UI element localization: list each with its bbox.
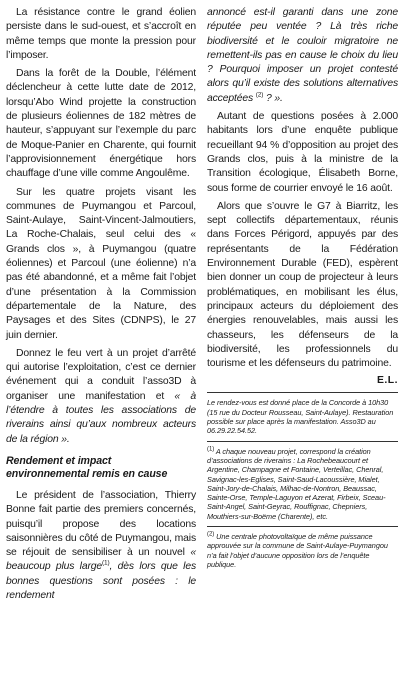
author-signature: E.L.	[376, 375, 398, 387]
paragraph-president	[6, 489, 196, 603]
paragraph-enquete: Autant de questions posées à 2.000 habitants lors d’une enquête publique recueillant 94 % d’opposition au projet des Grands clos, puis à la ministre de la Transition écologique, Élisabeth Borne, sous forme de courrier envoyé le 16 août.	[207, 111, 398, 194]
paragraph-double-forest: Dans la forêt de la Double, l’élément déclencheur à cette lutte date de 2012, lorsqu’Abo Wind projette la construction de plusieurs éoliennes de 182 mètres de hauteur, s’appuyant sur l’exemple du parc de Moque-Panier en Charente, qui fournit l’approvisionnement énergétique hors chauffage d’une ville comme Angoulême.	[6, 68, 196, 180]
divider-note-1	[207, 441, 398, 442]
footnote-2-marker: (2)	[207, 531, 215, 538]
manifestation-text: Donnez le feu vert à un projet d’arrêté qui autorise l’exploitation, c’est ce dernier événement qui a conduit l’asso3D à organiser une manifestation et	[6, 347, 196, 402]
paragraph-questions	[207, 6, 398, 106]
questions-quote: annoncé est-il garanti dans une zone réputée peu ventée ? Là très riche biodiversité et le couloir migratoire ne remettent-ils pas en cause le choix du lieu ? Pourquoi imposer un projet contesté alors qu’il existe des solutions alternatives acceptées	[207, 7, 398, 104]
right-column	[207, 6, 398, 689]
paragraph-g7: Alors que s’ouvre le G7 à Biarritz, les sept collectifs départementaux, réunis dans Forces Périgord, appuyés par des représentants de la Fédération Environnement Durable (FED), espèrent bien donner un coup de projecteur à leurs problématiques, en mobilisant les élus, principaux acteurs du déploiement des énergies renouvelables, mais aussi les chasseurs, les défenseurs de la biodiversité, les professionnels du tourisme et les défenseurs du patrimoine.	[207, 200, 398, 370]
footnote-ref-1: (1)	[102, 559, 110, 567]
left-column	[6, 6, 196, 689]
paragraph-manifestation	[6, 347, 196, 447]
footnote-1	[207, 447, 398, 521]
president-text: Le président de l’association, Thierry Bonne fait partie des premiers concernés, puisqu’il propose des locations saisonnières du côté de Puymangou, mais se réjouit de sensibiliser à un nouvel	[6, 489, 196, 559]
questions-quote-end: ? ».	[266, 92, 283, 104]
footnote-1-marker: (1)	[207, 446, 215, 453]
divider-note-2	[207, 526, 398, 527]
footnote-1-text: A chaque nouveau projet, correspond la création d’associations de riverains : La Rochebeaucourt et Argentine, Champagne et Fontaine, Verteillac, Chenral, Savignac-les-Eglises, Saint-Saud-Lacoussière, Mialet, Saint-Jory-de-Chalais, Milhac-de-Nontron, Beaussac, Sainte-Orse, Temple-Laguyon et Azerat, Firbeix, Sceau-Saint-Angel, Saint-Geyrac, Rouffignac, Chepniers, Mouthiers-sur-Boëme (Charente), etc.	[207, 446, 386, 521]
footnote-2-text: Une centrale photovoltaïque de même puissance approuvée sur la commune de Saint-Aulaye-Puymangou n’a fait l’objet d’aucune opposition lors de l’enquête publique.	[207, 531, 388, 569]
footnote-2	[207, 532, 398, 569]
president-quote: « beaucoup plus large	[6, 547, 196, 573]
footnote-ref-2: (2)	[255, 91, 264, 99]
paragraph-intro: La résistance contre le grand éolien persiste dans le sud-ouest, et s’accroît en même temps que monte la pression pour l’imposer.	[6, 7, 196, 61]
president-tail: , dès lors que les bonnes questions sont posées : le rendement	[6, 561, 196, 601]
manifestation-quote: « à l’étendre à toutes les associations de riverains ainsi qu’aux nombreux acteurs de la région ».	[6, 390, 196, 445]
paragraph-four-projects: Sur les quatre projets visant les communes de Puymangou et Parcoul, Saint-Aulaye, Saint-Vincent-Jalmoutiers, La Roche-Chalais, seul celui des « Grands clos », à Puymangou (quatre éoliennes) et Parcoul (une éolienne) n’a pas été abandonné, et a même fait l’objet d’une présentation à la Commission départementale de la Nature, des Paysages et des Sites (CDNPS), le 27 juin dernier.	[6, 186, 196, 341]
divider-info	[207, 392, 398, 393]
subheading: Rendement et impact environnemental remis en cause	[6, 454, 168, 480]
info-box: Le rendez-vous est donné place de la Concorde à 10h30 (15 rue du Docteur Rousseau, Saint-Aulaye). Restauration possible sur place après la manifestation. Asso3D au 06.29.22.54.52.	[207, 398, 394, 436]
